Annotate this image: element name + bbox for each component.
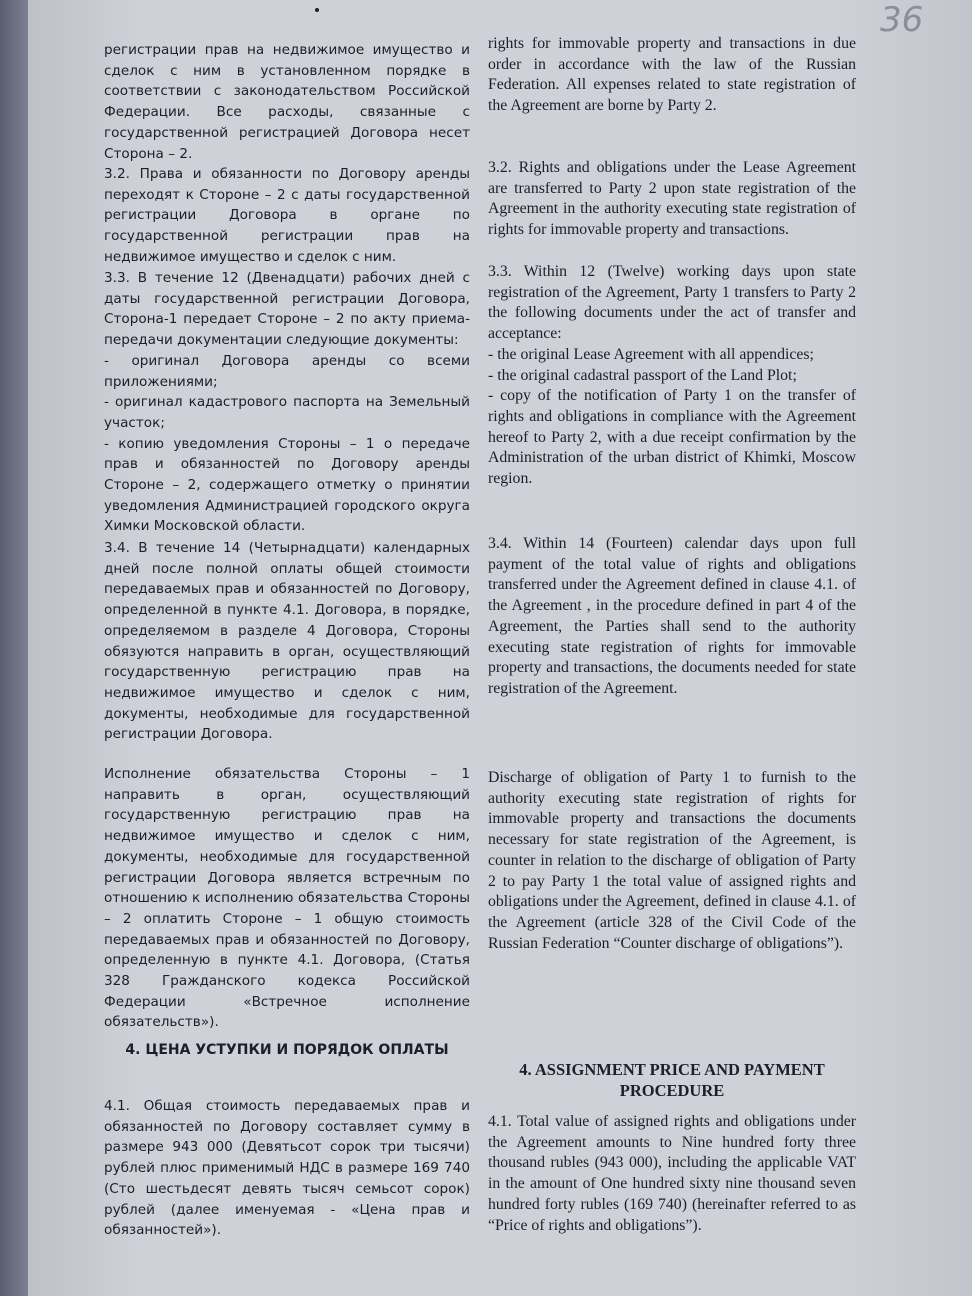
ru-block-3-1-tail [104, 40, 470, 164]
ru-block-discharge [104, 764, 470, 1033]
ru-block-3-3 [104, 268, 470, 537]
en-para-registration-tail: rights for immovable property and transactions in due order in accordance with the law of the Russian Federation. All expenses related to state registration of the Agreement are borne by Party 2. [488, 35, 856, 115]
ru-block-4-1 [104, 1096, 470, 1241]
en-para-discharge: Discharge of obligation of Party 1 to furnish to the authority executing state registration of rights for immovable property and transactions the documents necessary for state registration of the Agreement, is counter in relation to the discharge of obligation of Party 2 to pay Party 1 the total value of assigned rights and obligations under the Agreement, defined in clause 4.1. of the Agreement (article 328 of the Civil Code of the Russian Federation “Counter discharge of obligations”). [488, 769, 856, 952]
en-block-3-3 [488, 262, 856, 490]
ru-para-3-3-a: - оригинал Договора аренды со всеми приложениями; [104, 352, 470, 390]
en-block-4-1 [488, 1112, 856, 1236]
ru-para-3-3-b: - оригинал кадастрового паспорта на Земельный участок; [104, 394, 470, 431]
en-block-3-1-tail [488, 34, 856, 117]
ru-para-registration-tail: регистрации прав на недвижимое имущество и сделок с ним в установленном порядке в соответствии с законодательством Российской Федерации. Все расходы, связанные с государственной регистрацией Договора несет Сторона – 2. [104, 42, 470, 162]
ru-para-3-2: 3.2. Права и обязанности по Договору аренды переходят к Стороне – 2 с даты государственной регистрации Договора в органе по государственной регистрации прав на недвижимое имущество и сделок с ним. [104, 166, 470, 265]
ru-section-4-title: 4. ЦЕНА УСТУПКИ И ПОРЯДОК ОПЛАТЫ [125, 1042, 449, 1058]
ru-para-3-3-c: - копию уведомления Стороны – 1 о передаче прав и обязанностей по Договору аренды Стороне – 2, содержащего отметку о принятии уведомления Администрацией городского округа Химки Московской области. [104, 435, 470, 535]
en-para-3-4: 3.4. Within 14 (Fourteen) calendar days upon full payment of the total value of rights and obligations transferred under the Agreement defined in clause 4.1. of the Agreement , in the procedure defined in part 4 of the Agreement, the Parties shall send to the authority executing state registration of rights for immovable property and transactions, the documents needed for state registration of the Agreement. [488, 535, 856, 697]
page-number: 36 [880, 0, 924, 40]
ru-block-section-4 [104, 1040, 470, 1061]
en-para-3-3: 3.3. Within 12 (Twelve) working days upon state registration of the Agreement, Party 1 transfers to Party 2 the following documents under the act of transfer and acceptance: [488, 263, 856, 343]
ru-para-4-1: 4.1. Общая стоимость передаваемых прав и обязанностей по Договору составляет сумму в размере 943 000 (Девятьсот сорок три тысячи) рублей плюс применимый НДС в размере 169 740 (Сто шестьдесят девять тысяч семьсот сорок) рублей (далее именуемая - «Цена прав и обязанностей»). [104, 1098, 470, 1239]
binding-edge [0, 0, 28, 1296]
en-para-3-3-a: - the original Lease Agreement with all appendices; [488, 345, 814, 363]
ru-para-3-3: 3.3. В течение 12 (Двенадцати) рабочих дней с даты государственной регистрации Договора, Сторона-1 передает Стороне – 2 по акту приема-передачи документации следующие документы: [104, 270, 470, 349]
en-para-4-1: 4.1. Total value of assigned rights and obligations under the Agreement amounts to Nine hundred forty three thousand rubles (943 000), including the applicable VAT in the amount of One hundred sixty nine thousand seven hundred forty rubles (169 740) (hereinafter referred to as “Price of rights and obligations”). [488, 1113, 856, 1234]
ru-block-3-2 [104, 164, 470, 268]
en-para-3-3-b: - the original cadastral passport of the Land Plot; [488, 366, 797, 384]
en-para-3-3-c: - copy of the notification of Party 1 on the transfer of rights and obligations in compliance with the Agreement hereof to Party 2, with a due receipt confirmation by the Administration of the urban district of Khimki, Moscow region. [488, 387, 856, 488]
en-block-discharge [488, 768, 856, 954]
ru-para-3-4: 3.4. В течение 14 (Четырнадцати) календарных дней после полной оплаты общей стоимости передаваемых прав и обязанностей по Договору, определенной в пункте 4.1. Договора, в порядке, определяемом в разделе 4 Договора, Стороны обязуются направить в орган, осуществляющий государственную регистрацию прав на недвижимое имущество и сделок с ним, документы, необходимые для государственной регистрации Договора. [104, 540, 470, 743]
ru-para-discharge: Исполнение обязательства Стороны – 1 направить в орган, осуществляющий государственную регистрацию прав на недвижимое имущество и сделок с ним, документы, необходимые для государственной регистрации Договора является встречным по отношению к исполнению обязательства Стороны – 2 оплатить Стороне – 1 общую стоимость передаваемых прав и обязанностей по Договору, определенную в пункте 4.1. Договора, (Статья 328 Гражданского кодекса Российской Федерации «Встречное исполнение обязательств»). [104, 766, 470, 1031]
ru-block-3-4 [104, 538, 470, 745]
en-section-4-title: 4. ASSIGNMENT PRICE AND PAYMENT PROCEDURE [519, 1060, 825, 1100]
en-para-3-2: 3.2. Rights and obligations under the Lease Agreement are transferred to Party 2 upon state registration of the Agreement in the authority executing state registration of rights for immovable property and transactions. [488, 159, 856, 239]
en-block-3-2 [488, 158, 856, 241]
en-block-section-4 [488, 1060, 856, 1101]
en-block-3-4 [488, 534, 856, 700]
paper-mark [315, 8, 319, 12]
